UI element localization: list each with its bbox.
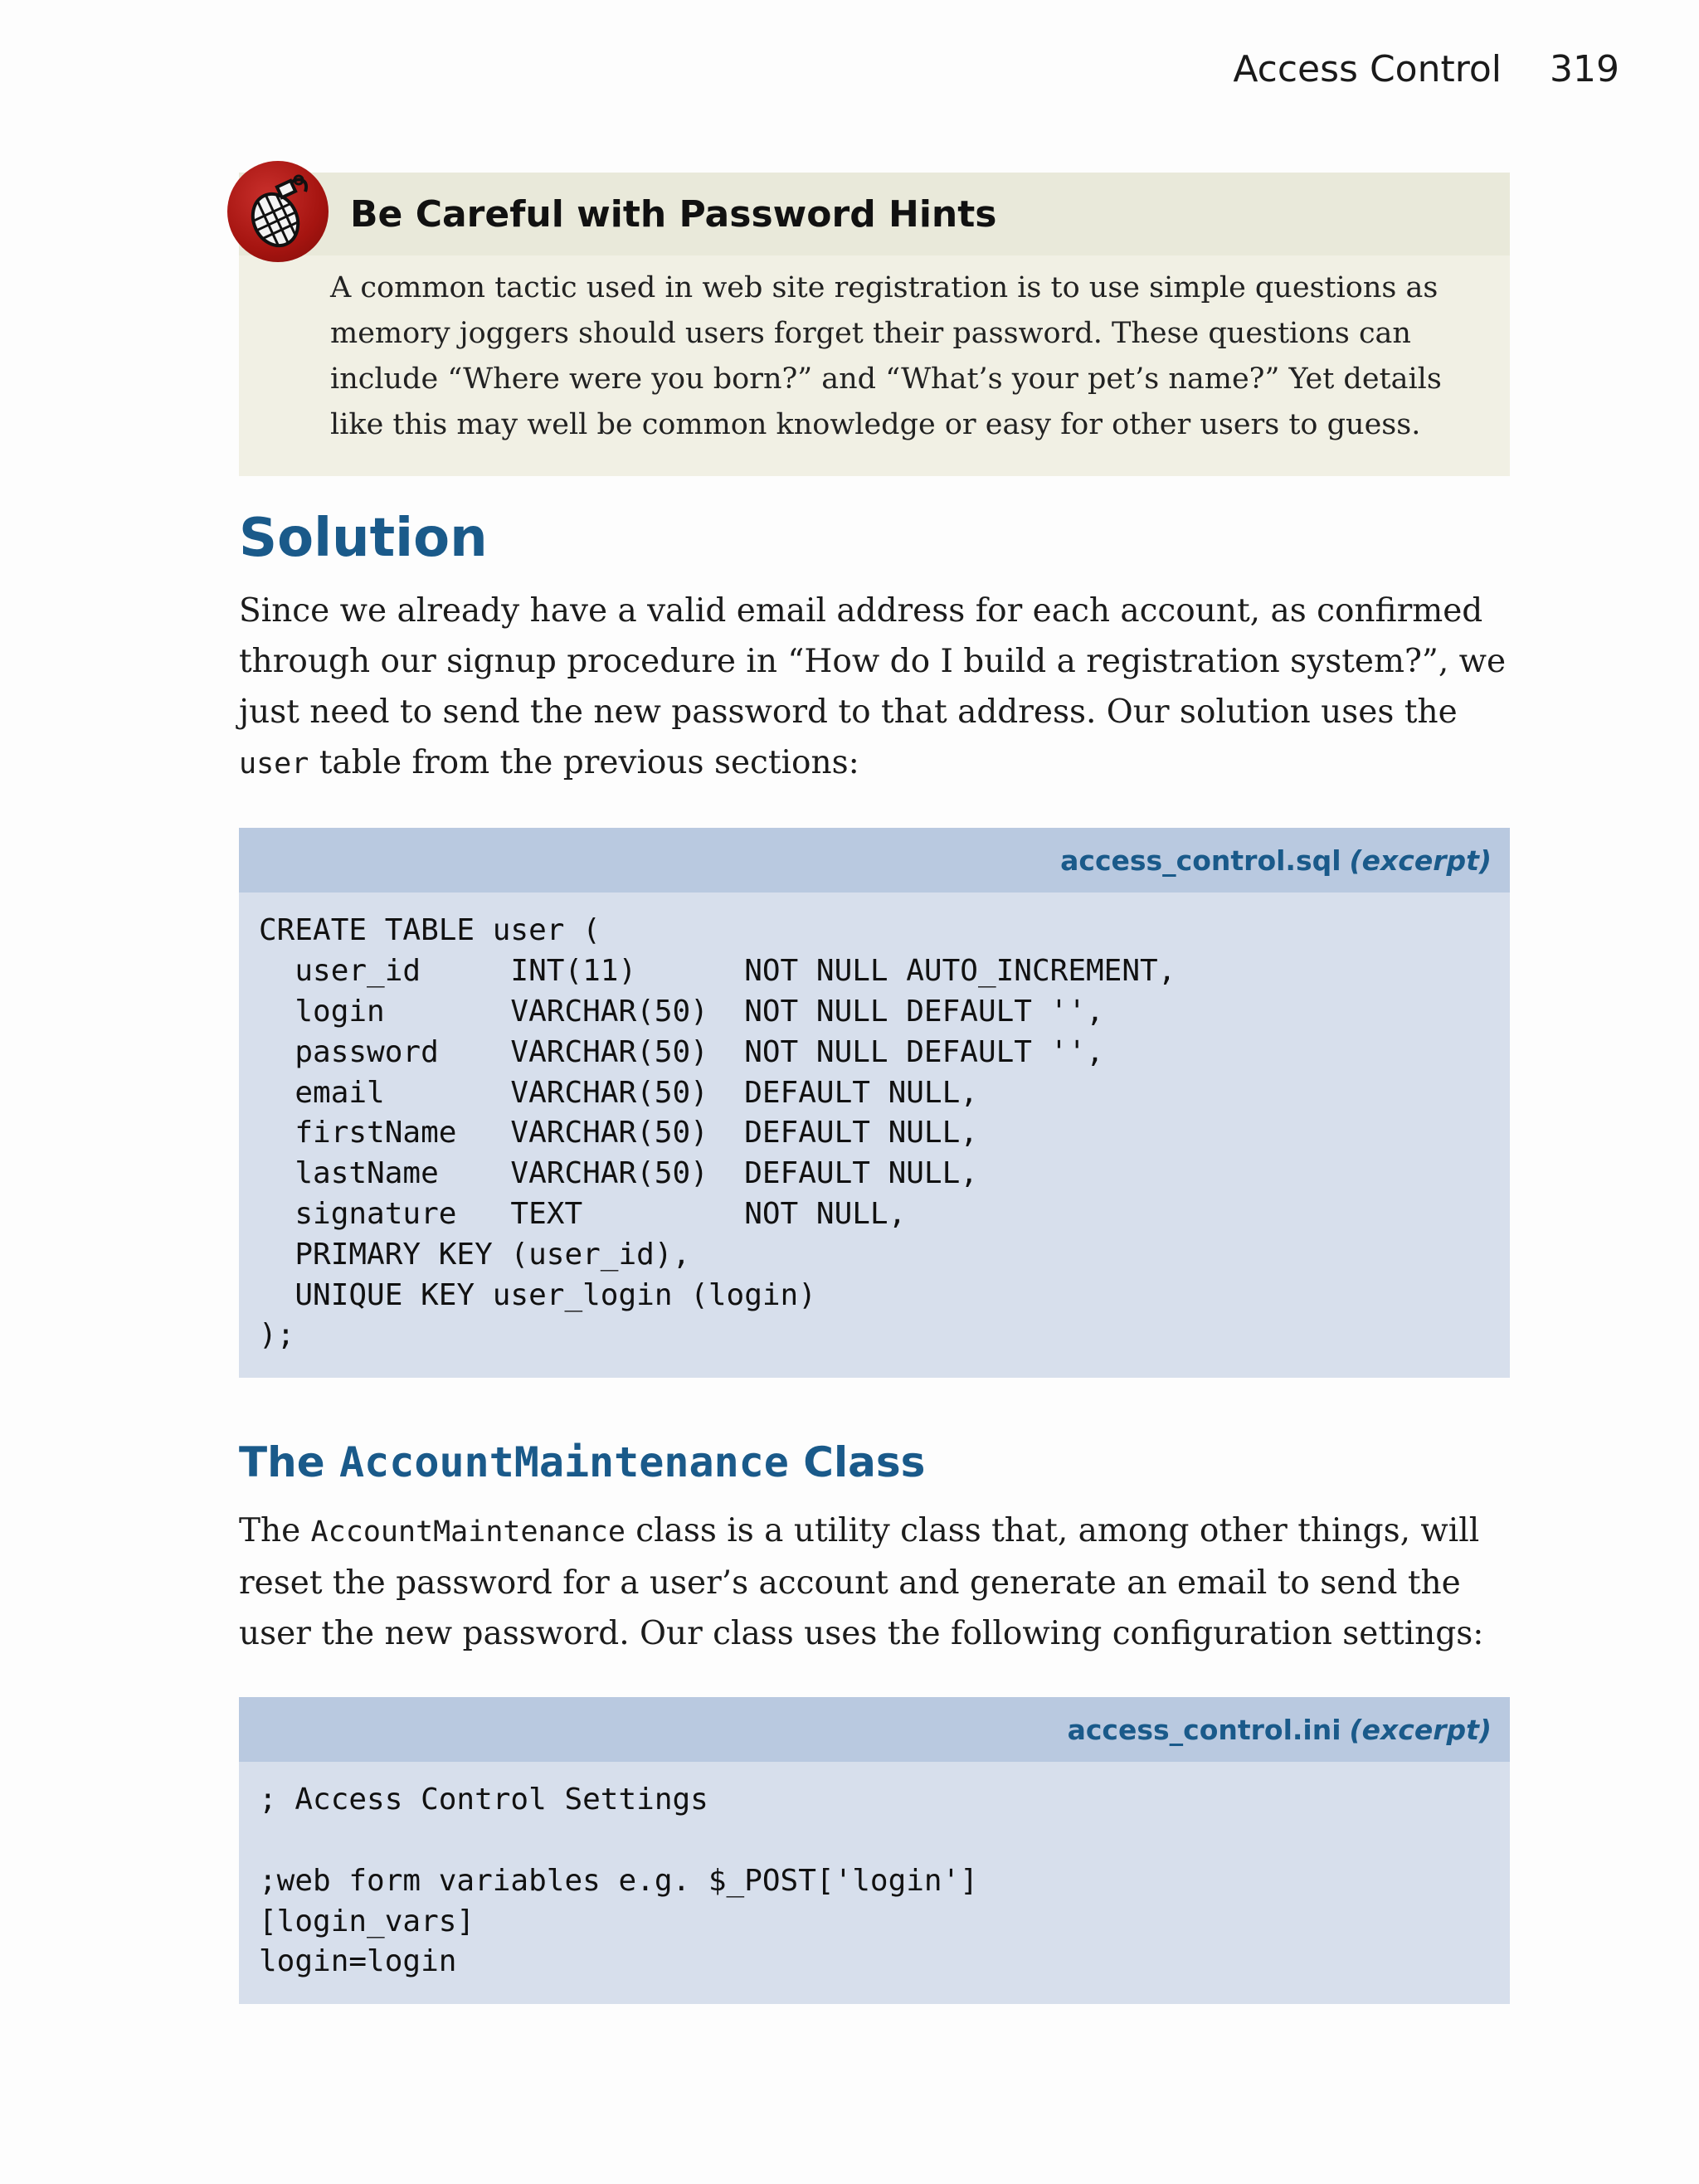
warning-title: Be Careful with Password Hints xyxy=(350,192,997,236)
class-heading-post: Class xyxy=(788,1438,926,1487)
class-heading-code: AccountMaintenance xyxy=(339,1438,789,1487)
class-text-1: The xyxy=(239,1512,311,1550)
code-filename-sql: access_control.sql xyxy=(1060,844,1341,877)
code-filename-ini: access_control.ini xyxy=(1067,1713,1341,1746)
warning-header xyxy=(239,173,1510,255)
page-content xyxy=(239,173,1510,2004)
solution-text-1: Since we already have a valid email address for each account, as confirmed through our signup procedure in “How do I build a registration system?”, we just need to send the new password to that address. Our solution uses the xyxy=(239,592,1507,732)
section-heading-class xyxy=(239,1437,1510,1487)
code-block-sql xyxy=(239,828,1510,1378)
inline-code-user: user xyxy=(239,747,309,781)
running-head xyxy=(1233,48,1619,90)
code-listing-sql: CREATE TABLE user ( user_id INT(11) NOT NULL AUTO_INCREMENT, login VARCHAR(50) NOT NULL DEFAULT '', password VARCHAR(50) NOT NULL DEFAULT '', email VARCHAR(50) DEFAULT NULL, firstName VARCHAR(50) DEFAULT NULL, lastName VARCHAR(50) DEFAULT NULL, signature TEXT NOT NULL, PRIMARY KEY (user_id), UNIQUE KEY user_login (login) ); xyxy=(259,913,1176,1353)
warning-body: A common tactic used in web site registration is to use simple questions as memory joggers should users forget their password. These questions can include “Where were you born?” and “What’s your pet’s name?” Yet details like this may well be common knowledge or easy for other users to guess. xyxy=(330,271,1442,441)
section-heading-solution: Solution xyxy=(239,508,488,569)
code-listing-ini: ; Access Control Settings ;web form variables e.g. $_POST['login'] [login_vars] login=login xyxy=(259,1783,978,1979)
code-block-ini xyxy=(239,1697,1510,2004)
page-number: 319 xyxy=(1550,48,1619,90)
class-paragraph xyxy=(239,1505,1510,1659)
code-caption-sql xyxy=(239,828,1510,893)
class-heading-pre: The xyxy=(239,1438,340,1487)
solution-text-2: table from the previous sections: xyxy=(309,744,859,782)
grenade-icon xyxy=(227,161,329,262)
running-head-section: Access Control xyxy=(1233,48,1502,90)
inline-code-accountmaintenance: AccountMaintenance xyxy=(310,1515,626,1549)
solution-paragraph xyxy=(239,586,1510,790)
code-excerpt-label-sql: (excerpt) xyxy=(1349,844,1492,877)
class-text-2: class is a utility class that, among other things, will reset the password for a user’s account and generate an email to send the user the new password. Our class uses the following configuration settings: xyxy=(239,1512,1484,1653)
code-excerpt-label-ini: (excerpt) xyxy=(1349,1713,1492,1746)
code-caption-ini xyxy=(239,1697,1510,1762)
warning-box xyxy=(239,173,1510,476)
